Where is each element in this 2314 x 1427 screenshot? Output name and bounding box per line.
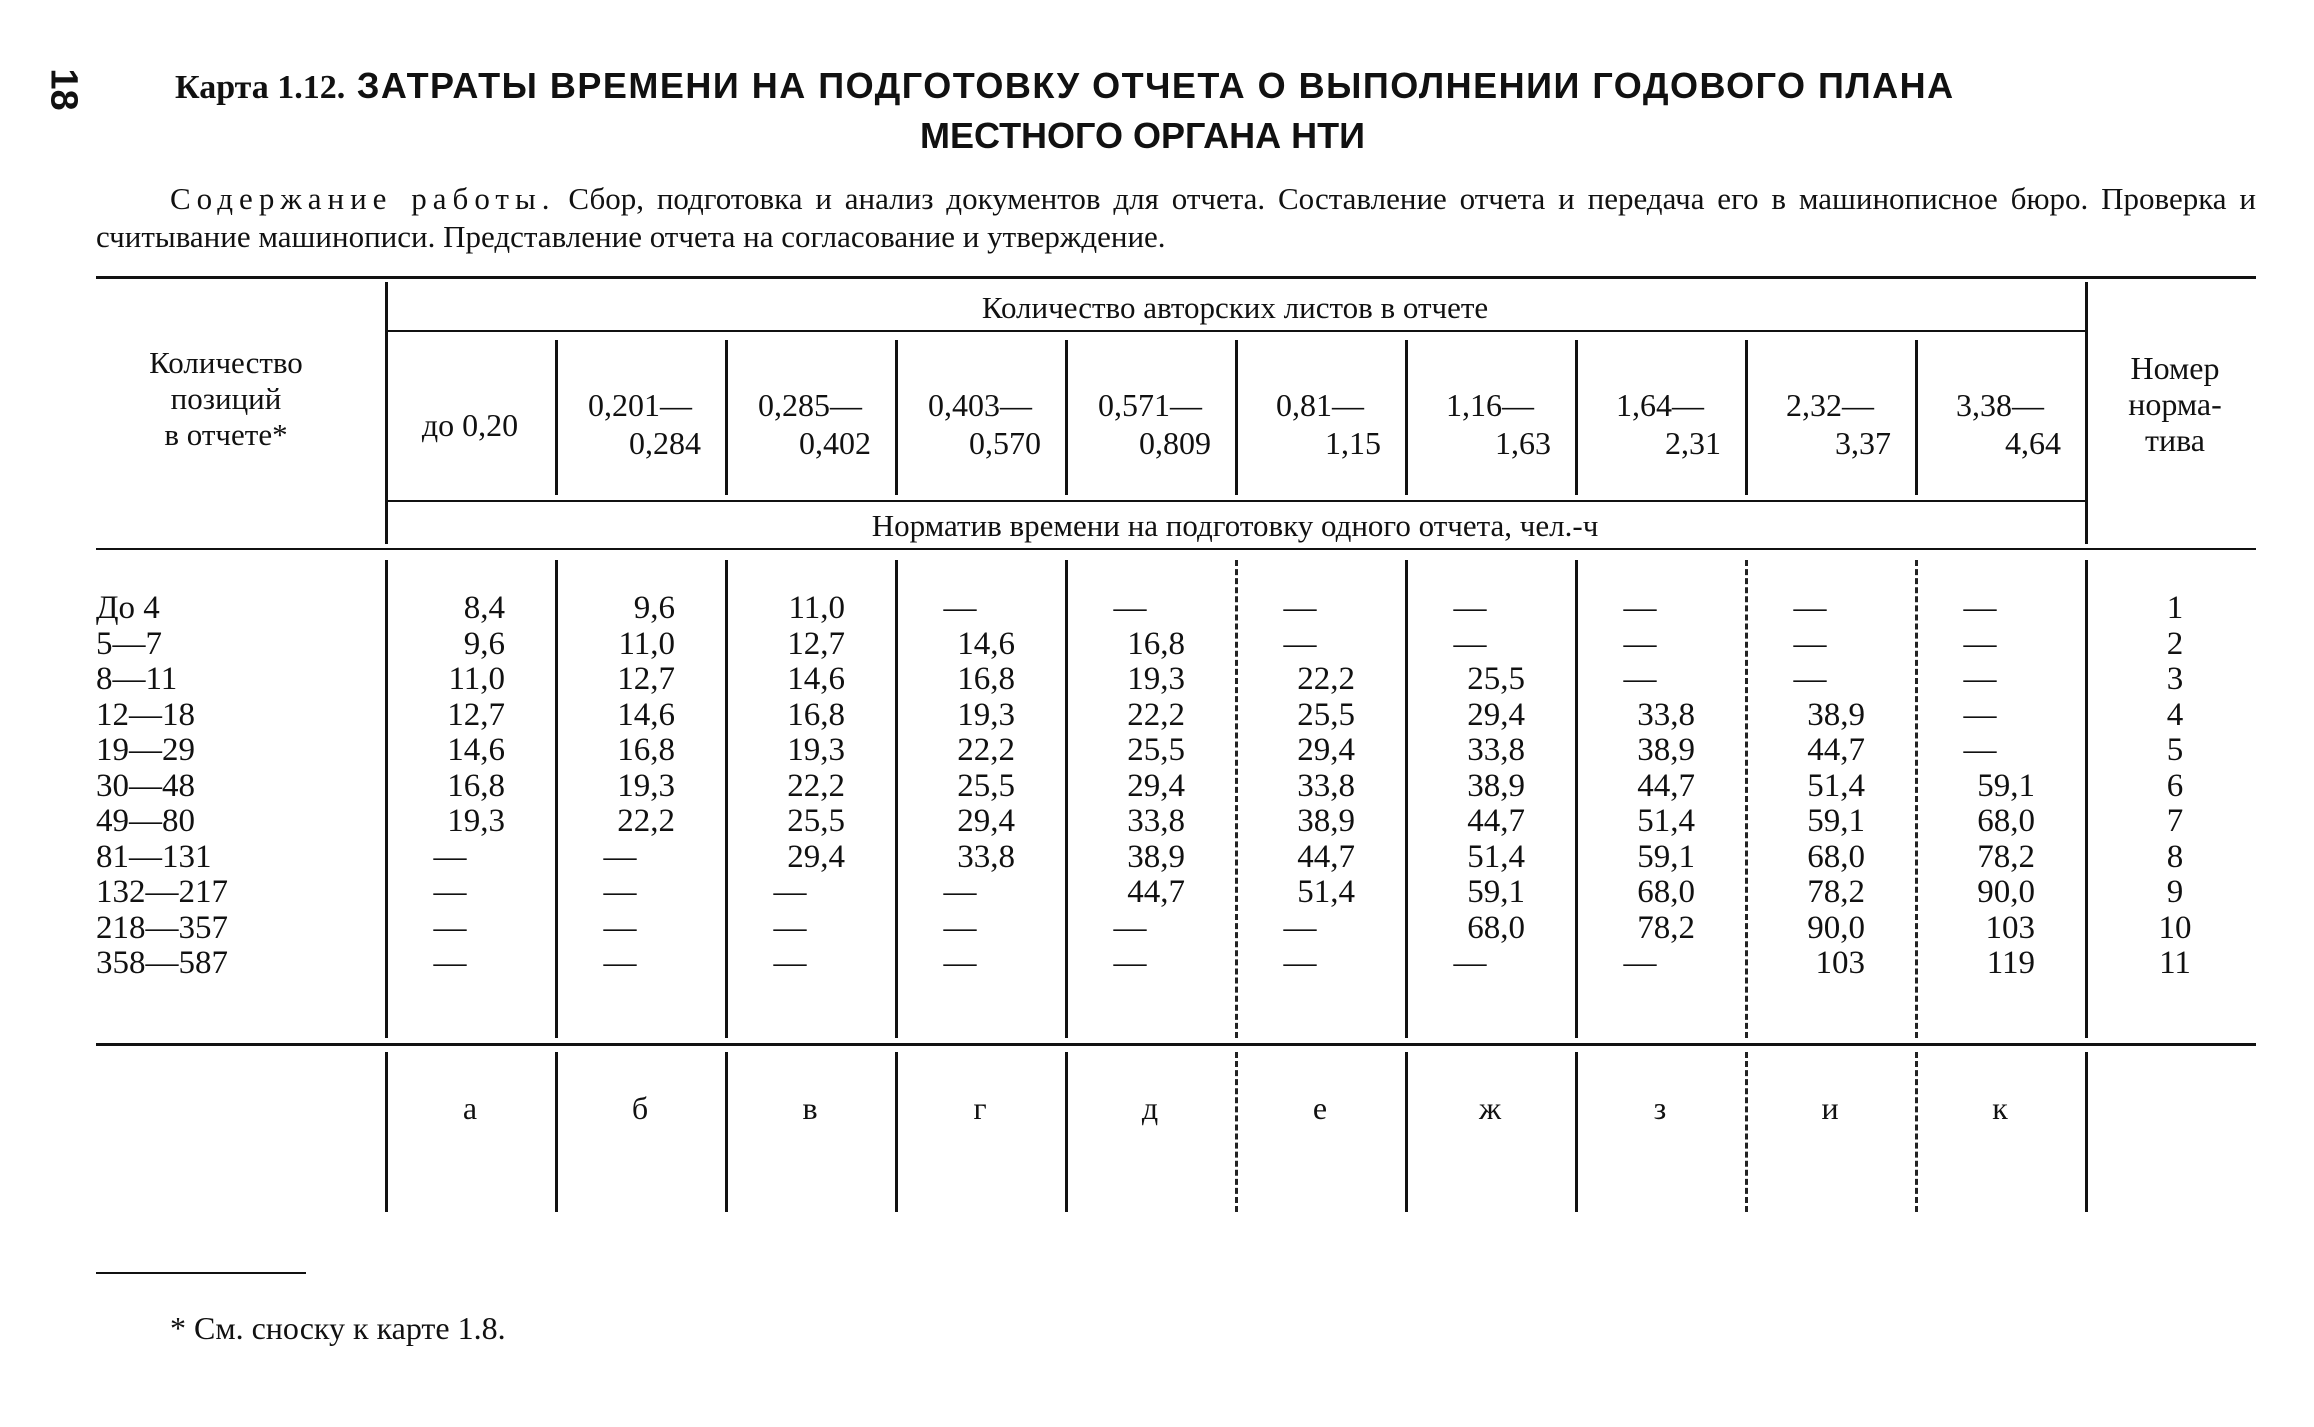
- column-letter: б: [631, 1090, 649, 1126]
- column-header: [1071, 386, 1229, 476]
- column-header: [901, 386, 1059, 476]
- row-label: 132—217: [96, 874, 228, 910]
- top-header-underline: [385, 330, 2085, 332]
- column-header-from: 1,16—: [1446, 387, 1534, 423]
- column-header-to: 0,402: [799, 425, 871, 461]
- table-cell: 51,4: [1297, 874, 1355, 910]
- norm-number: 6: [2166, 767, 2184, 804]
- column-header-to: 1,63: [1495, 425, 1551, 461]
- table-cell: 16,8: [447, 767, 505, 804]
- column-letter: а: [462, 1090, 478, 1126]
- body-vline: [895, 560, 898, 1038]
- column-header: [1921, 386, 2079, 476]
- norm-number-header: [2095, 350, 2255, 458]
- table-cell: 29,4: [1297, 732, 1355, 768]
- columns-underline: [385, 500, 2085, 502]
- top-header: Количество авторских листов в отчете: [981, 290, 1489, 325]
- table-cell: 33,8: [1127, 803, 1185, 839]
- row-header-line: позиций: [170, 381, 282, 416]
- column-letter: и: [1821, 1090, 1839, 1126]
- table-cell: 16,8: [1127, 625, 1185, 662]
- table-cell: 12,7: [787, 625, 845, 662]
- column-header: [1241, 386, 1399, 476]
- body-dashed-vline: [1915, 560, 1918, 1038]
- table-cell: 12,7: [447, 696, 505, 733]
- table-cell: 8,4: [463, 590, 505, 626]
- table-cell: —: [603, 838, 637, 875]
- table-cell: —: [1963, 625, 1997, 662]
- norm-number: 7: [2166, 803, 2184, 839]
- table-top-rule: [96, 276, 2256, 279]
- column-header-from: 0,81—: [1276, 387, 1364, 423]
- table-cell: 14,6: [787, 661, 845, 697]
- table-cell: —: [433, 838, 467, 875]
- table-cell: 33,8: [1297, 767, 1355, 804]
- table-cell: 38,9: [1807, 696, 1865, 733]
- column-header-to: 0,570: [969, 425, 1041, 461]
- column-letter: к: [1992, 1090, 2008, 1126]
- table-cell: —: [1113, 945, 1147, 981]
- body-vline: [1065, 560, 1068, 1038]
- row-label: 19—29: [96, 732, 195, 768]
- norm-number: 8: [2166, 838, 2184, 875]
- column-letter: ж: [1478, 1090, 1502, 1126]
- column-header-from: 3,38—: [1956, 387, 2044, 423]
- row-label: До 4: [96, 590, 160, 626]
- table-cell: —: [1283, 909, 1317, 946]
- table-cell: —: [1963, 590, 1997, 626]
- table-cell: —: [1793, 590, 1827, 626]
- body-vline: [725, 560, 728, 1038]
- column-header-vline: [1575, 340, 1578, 495]
- table-cell: 14,6: [957, 625, 1015, 662]
- column-letter: д: [1141, 1090, 1159, 1126]
- table-cell: 38,9: [1297, 803, 1355, 839]
- letters-vline: [555, 1052, 558, 1212]
- norm-number: 2: [2166, 625, 2184, 662]
- table-cell: —: [433, 945, 467, 981]
- table-cell: 68,0: [1467, 909, 1525, 946]
- table-cell: —: [1623, 625, 1657, 662]
- footnote-rule: [96, 1272, 306, 1274]
- column-header-from: 2,32—: [1786, 387, 1874, 423]
- table-cell: 16,8: [617, 732, 675, 768]
- table-cell: 12,7: [617, 661, 675, 697]
- body-vline: [1405, 560, 1408, 1038]
- table-cell: —: [943, 909, 977, 946]
- table-cell: —: [1793, 661, 1827, 697]
- table-cell: 11,0: [788, 590, 845, 626]
- sub-header: Норматив времени на подготовку одного отчета, чел.-ч: [871, 508, 1599, 543]
- table-cell: —: [1113, 590, 1147, 626]
- table-cell: 25,5: [1467, 661, 1525, 697]
- table-cell: —: [773, 909, 807, 946]
- table-cell: —: [1113, 909, 1147, 946]
- table-cell: 44,7: [1127, 874, 1185, 910]
- column-header-vline: [1065, 340, 1068, 495]
- table-cell: 59,1: [1637, 838, 1695, 875]
- body-dashed-vline: [1235, 560, 1238, 1038]
- table-cell: 44,7: [1297, 838, 1355, 875]
- row-label: 8—11: [96, 661, 178, 697]
- column-header-vline: [895, 340, 898, 495]
- subheader-rule: [96, 548, 2256, 550]
- table-cell: —: [1283, 945, 1317, 981]
- table-cell: —: [1623, 661, 1657, 697]
- table-cell: 22,2: [1127, 696, 1185, 733]
- table-cell: —: [1623, 945, 1657, 981]
- table-cell: 19,3: [787, 732, 845, 768]
- table-cell: 11,0: [448, 661, 505, 697]
- table-cell: 14,6: [447, 732, 505, 768]
- content-text: Сбор, подготовка и анализ документов для отчета. Составление отчета и передача его в машинописное бюро. Проверка и считывание машинописи. Представление отчета на согласование и утверждение.: [96, 181, 2257, 254]
- table-cell: 51,4: [1807, 767, 1865, 804]
- table-cell: 44,7: [1467, 803, 1525, 839]
- column-letter: з: [1653, 1090, 1667, 1126]
- row-label: 5—7: [96, 625, 162, 662]
- norm-number: 4: [2166, 696, 2184, 733]
- table-cell: —: [433, 874, 467, 910]
- body-vline: [555, 560, 558, 1038]
- table-cell: 59,1: [1467, 874, 1525, 910]
- table-cell: 29,4: [957, 803, 1015, 839]
- column-header-from: 0,285—: [758, 387, 862, 423]
- row-header-line: в отчете*: [164, 417, 288, 452]
- letters-vline: [1065, 1052, 1068, 1212]
- table-cell: 51,4: [1467, 838, 1525, 875]
- column-header-from: 1,64—: [1616, 387, 1704, 423]
- page-title: [175, 62, 2215, 160]
- table-cell: —: [603, 945, 637, 981]
- table-cell: 68,0: [1807, 838, 1865, 875]
- table-cell: 25,5: [787, 803, 845, 839]
- column-header-vline: [1745, 340, 1748, 495]
- table-cell: 19,3: [957, 696, 1015, 733]
- table-cell: 78,2: [1807, 874, 1865, 910]
- table-cell: 16,8: [787, 696, 845, 733]
- row-header-line: Количество: [149, 345, 303, 380]
- table-cell: 59,1: [1807, 803, 1865, 839]
- column-header-from: 0,201—: [588, 387, 692, 423]
- body-vline: [2085, 560, 2088, 1038]
- table-cell: 78,2: [1977, 838, 2035, 875]
- table-cell: 68,0: [1977, 803, 2035, 839]
- table-body-bottom-rule: [96, 1043, 2256, 1046]
- norm-header-line: Номер: [2130, 350, 2220, 386]
- norm-number: 3: [2166, 661, 2184, 697]
- table-cell: —: [1793, 625, 1827, 662]
- table-cell: —: [1623, 590, 1657, 626]
- column-letter: в: [802, 1090, 818, 1126]
- footnote: * См. сноску к карте 1.8.: [170, 1310, 506, 1346]
- table-cell: —: [1963, 661, 1997, 697]
- norm-number: 1: [2166, 590, 2184, 626]
- table-cell: 44,7: [1637, 767, 1695, 804]
- column-header-to: 0,284: [629, 425, 701, 461]
- table-cell: —: [943, 590, 977, 626]
- table-cell: 38,9: [1467, 767, 1525, 804]
- column-header-single: до 0,20: [421, 407, 519, 443]
- table-cell: 68,0: [1637, 874, 1695, 910]
- table-cell: 90,0: [1977, 874, 2035, 910]
- column-header: [391, 386, 549, 476]
- table-cell: 9,6: [633, 590, 675, 626]
- table-cell: 9,6: [463, 625, 505, 662]
- table-cell: 29,4: [1127, 767, 1185, 804]
- norm-number: 5: [2166, 732, 2184, 768]
- table-cell: —: [1453, 625, 1487, 662]
- table-cell: 19,3: [447, 803, 505, 839]
- column-header: [1581, 386, 1739, 476]
- row-header: [96, 345, 356, 453]
- table-cell: 14,6: [617, 696, 675, 733]
- content-lead: Содержание работы.: [170, 181, 556, 216]
- table-cell: —: [943, 945, 977, 981]
- table-cell: 33,8: [957, 838, 1015, 875]
- row-label: 81—131: [96, 838, 212, 875]
- letters-vline: [1405, 1052, 1408, 1212]
- body-dashed-vline: [1745, 560, 1748, 1038]
- title-line-1: ЗАТРАТЫ ВРЕМЕНИ НА ПОДГОТОВКУ ОТЧЕТА О ВЫПОЛНЕНИИ ГОДОВОГО ПЛАНА: [356, 65, 1955, 106]
- column-header-vline: [725, 340, 728, 495]
- letters-vline: [1575, 1052, 1578, 1212]
- table-cell: 78,2: [1637, 909, 1695, 946]
- letters-dashed-vline: [1235, 1052, 1238, 1212]
- table-cell: 38,9: [1127, 838, 1185, 875]
- table-cell: 22,2: [957, 732, 1015, 768]
- norm-number: 11: [2159, 945, 2191, 981]
- table-cell: 29,4: [787, 838, 845, 875]
- table-cell: 33,8: [1467, 732, 1525, 768]
- column-header: [561, 386, 719, 476]
- norm-header-line: норма-: [2128, 386, 2222, 422]
- column-header: [1751, 386, 1909, 476]
- table-cell: 33,8: [1637, 696, 1695, 733]
- column-header-vline: [1235, 340, 1238, 495]
- page-number: 18: [42, 68, 85, 111]
- table-cell: 19,3: [1127, 661, 1185, 697]
- table-cell: —: [1283, 625, 1317, 662]
- column-header-vline: [1915, 340, 1918, 495]
- table-cell: 25,5: [1127, 732, 1185, 768]
- table-cell: 11,0: [618, 625, 675, 662]
- table-cell: —: [773, 945, 807, 981]
- table-cell: —: [773, 874, 807, 910]
- column-letter: е: [1312, 1090, 1328, 1126]
- letters-dashed-vline: [1915, 1052, 1918, 1212]
- table-cell: 103: [1815, 945, 1865, 981]
- row-label: 49—80: [96, 803, 195, 839]
- table-cell: —: [1963, 696, 1997, 733]
- table-cell: 16,8: [957, 661, 1015, 697]
- letters-vline: [895, 1052, 898, 1212]
- table-cell: 103: [1985, 909, 2035, 946]
- column-header-from: 0,403—: [928, 387, 1032, 423]
- table-cell: 19,3: [617, 767, 675, 804]
- body-vline: [1575, 560, 1578, 1038]
- row-label: 358—587: [96, 945, 228, 981]
- body-vline: [385, 560, 388, 1038]
- column-header-to: 1,15: [1325, 425, 1381, 461]
- column-header-to: 0,809: [1139, 425, 1211, 461]
- table-cell: 25,5: [957, 767, 1015, 804]
- table-cell: —: [1963, 732, 1997, 768]
- work-content-paragraph: [96, 180, 2256, 256]
- card-label: Карта 1.12.: [175, 69, 346, 106]
- table-cell: 29,4: [1467, 696, 1525, 733]
- column-header-to: 4,64: [2005, 425, 2061, 461]
- row-label: 218—357: [96, 909, 228, 946]
- letters-vline: [385, 1052, 388, 1212]
- table-cell: 51,4: [1637, 803, 1695, 839]
- column-header: [1411, 386, 1569, 476]
- letters-dashed-vline: [1745, 1052, 1748, 1212]
- table-cell: 119: [1986, 945, 2035, 981]
- row-label: 12—18: [96, 696, 195, 733]
- column-header-vline: [555, 340, 558, 495]
- title-line-2: МЕСТНОГО ОРГАНА НТИ: [919, 115, 1366, 156]
- column-header-vline: [1405, 340, 1408, 495]
- norm-number: 9: [2166, 874, 2184, 910]
- column-header-from: 0,571—: [1098, 387, 1202, 423]
- table-cell: —: [1453, 945, 1487, 981]
- table-cell: —: [603, 874, 637, 910]
- table-cell: —: [943, 874, 977, 910]
- table-cell: —: [1283, 590, 1317, 626]
- table-cell: 59,1: [1977, 767, 2035, 804]
- table-cell: 25,5: [1297, 696, 1355, 733]
- table-cell: 38,9: [1637, 732, 1695, 768]
- table-cell: 22,2: [617, 803, 675, 839]
- column-header-to: 2,31: [1665, 425, 1721, 461]
- table-cell: 90,0: [1807, 909, 1865, 946]
- table-cell: 22,2: [1297, 661, 1355, 697]
- table-vline: [2085, 282, 2088, 544]
- column-header-to: 3,37: [1835, 425, 1891, 461]
- table-cell: —: [433, 909, 467, 946]
- column-header: [731, 386, 889, 476]
- norm-number: 10: [2158, 909, 2192, 946]
- table-cell: 22,2: [787, 767, 845, 804]
- table-cell: 44,7: [1807, 732, 1865, 768]
- column-letter: г: [973, 1090, 987, 1126]
- row-label: 30—48: [96, 767, 195, 804]
- norm-header-line: тива: [2145, 422, 2205, 458]
- letters-vline: [725, 1052, 728, 1212]
- table-cell: —: [1453, 590, 1487, 626]
- letters-vline: [2085, 1052, 2088, 1212]
- table-cell: —: [603, 909, 637, 946]
